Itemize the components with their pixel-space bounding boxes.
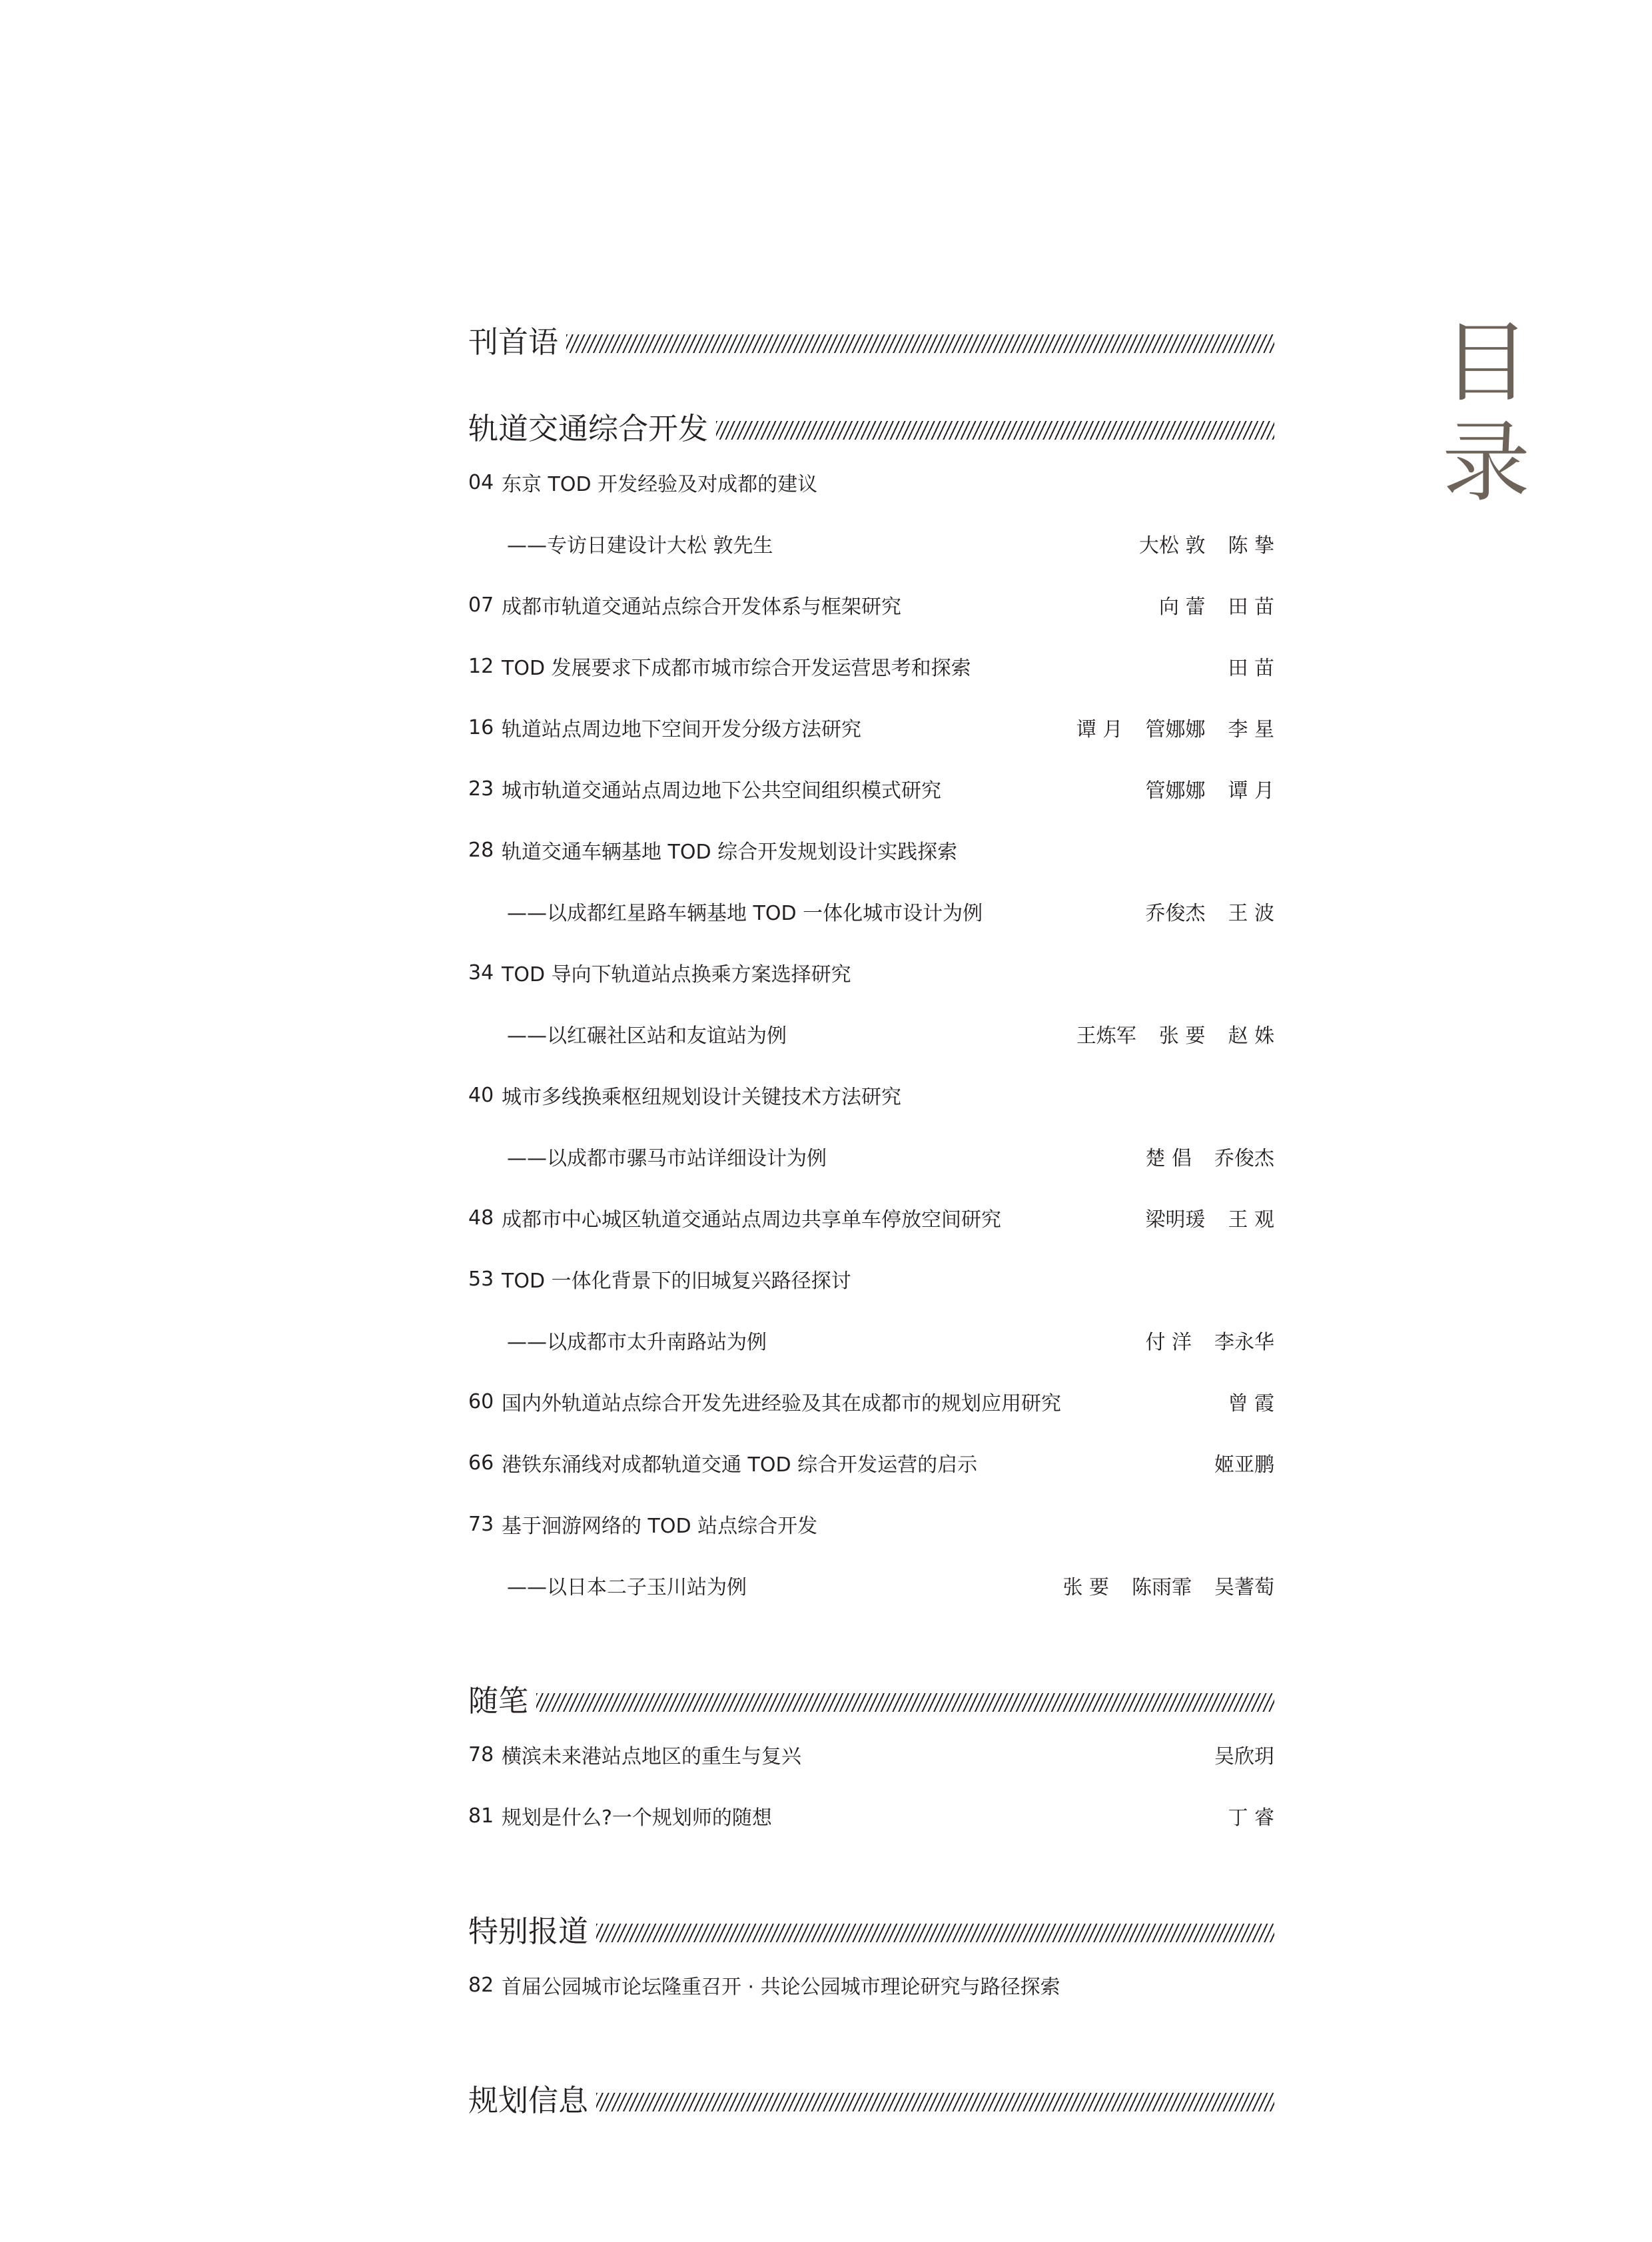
entry-authors: [1145, 1325, 1274, 1355]
toc-entry-subtitle[interactable]: [468, 1126, 1274, 1187]
toc-entry[interactable]: [468, 574, 1274, 635]
table-of-contents: [468, 308, 1274, 2119]
page-number: 40: [468, 1083, 494, 1107]
author-name: 乔俊杰: [1145, 902, 1206, 925]
author-name: 张 要: [1062, 1576, 1109, 1599]
entry-authors: [1145, 1142, 1274, 1171]
toc-title: [1442, 313, 1529, 513]
author-name: 田 苗: [1228, 595, 1274, 619]
page-number: 82: [468, 1973, 494, 1997]
section-title: 随笔: [468, 1683, 529, 1718]
entry-authors: [1076, 713, 1274, 742]
entry-authors: [1076, 1019, 1274, 1048]
section-header: [468, 308, 1274, 361]
entry-title: TOD 导向下轨道站点换乘方案选择研究: [502, 963, 851, 986]
toc-entry[interactable]: [468, 819, 1274, 881]
author-name: 吴蓍萄: [1214, 1576, 1274, 1599]
entry-title: 首届公园城市论坛隆重召开 · 共论公园城市理论研究与路径探索: [502, 1976, 1060, 1999]
author-name: 丁 睿: [1228, 1806, 1274, 1830]
toc-entry-subtitle[interactable]: [468, 881, 1274, 942]
entry-subtitle: ——以日本二子玉川站为例: [507, 1576, 747, 1599]
entry-authors: [1145, 774, 1274, 803]
toc-entry-subtitle[interactable]: [468, 1003, 1274, 1064]
toc-entry[interactable]: [468, 1493, 1274, 1555]
entry-title: 东京 TOD 开发经验及对成都的建议: [502, 473, 818, 496]
entry-subtitle: ——以红碾社区站和友谊站为例: [507, 1024, 787, 1048]
toc-entry[interactable]: [468, 942, 1274, 1003]
entry-authors: [1062, 1571, 1274, 1600]
page-number: 12: [468, 654, 494, 678]
entry-authors: [1145, 897, 1274, 926]
page-number: 23: [468, 777, 494, 801]
toc-entry[interactable]: [468, 1724, 1274, 1785]
section-hatch-divider: [536, 1693, 1274, 1712]
author-name: 吴欣玥: [1214, 1745, 1274, 1768]
entry-title: 轨道站点周边地下空间开发分级方法研究: [502, 718, 861, 741]
author-name: 张 要: [1158, 1024, 1206, 1048]
entry-authors: [1228, 1801, 1274, 1830]
entry-authors: [1228, 1387, 1274, 1416]
toc-entry[interactable]: [468, 1785, 1274, 1846]
entry-title: 城市多线换乘枢纽规划设计关键技术方法研究: [502, 1086, 901, 1109]
section-title: 特别报道: [468, 1914, 589, 1949]
author-name: 姬亚鹏: [1214, 1453, 1274, 1477]
author-name: 曾 霞: [1228, 1392, 1274, 1415]
author-name: 楚 倡: [1145, 1147, 1192, 1170]
author-name: 乔俊杰: [1214, 1147, 1274, 1170]
entry-title: 轨道交通车辆基地 TOD 综合开发规划设计实践探索: [502, 841, 958, 864]
entry-authors: [1159, 590, 1274, 619]
section-header: [468, 394, 1274, 448]
author-name: 王 观: [1228, 1208, 1274, 1232]
author-name: 管娜娜: [1145, 718, 1206, 741]
author-name: 付 洋: [1145, 1331, 1192, 1354]
entry-subtitle: ——以成都市太升南路站为例: [507, 1331, 767, 1354]
entry-title: TOD 发展要求下成都市城市综合开发运营思考和探索: [502, 657, 971, 680]
entry-authors: [1145, 1203, 1274, 1232]
author-name: 梁明瑗: [1145, 1208, 1206, 1232]
entry-title: 成都市中心城区轨道交通站点周边共享单车停放空间研究: [502, 1208, 1001, 1232]
author-name: 王 波: [1228, 902, 1274, 925]
toc-entry[interactable]: [468, 1248, 1274, 1309]
entry-title: 横滨未来港站点地区的重生与复兴: [502, 1745, 801, 1768]
section-title: 轨道交通综合开发: [468, 411, 709, 446]
entry-title: 成都市轨道交通站点综合开发体系与框架研究: [502, 595, 901, 619]
entry-authors: [1214, 1740, 1274, 1769]
toc-entry-subtitle[interactable]: [468, 1555, 1274, 1616]
entry-authors: [1139, 529, 1274, 558]
entry-title: 港铁东涌线对成都轨道交通 TOD 综合开发运营的启示: [502, 1453, 978, 1477]
page-number: 16: [468, 715, 494, 739]
page-number: 73: [468, 1512, 494, 1536]
author-name: 谭 月: [1076, 718, 1123, 741]
entry-title: 基于洄游网络的 TOD 站点综合开发: [502, 1515, 818, 1538]
toc-entry[interactable]: [468, 697, 1274, 758]
toc-title-char: 录: [1442, 412, 1530, 514]
author-name: 李 星: [1228, 718, 1274, 741]
page-number: 07: [468, 593, 494, 617]
entry-title: 规划是什么?一个规划师的随想: [502, 1806, 772, 1830]
page-number: 48: [468, 1206, 494, 1230]
page-number: 60: [468, 1389, 494, 1413]
toc-title-char: 目: [1442, 312, 1530, 414]
section-header: [468, 1897, 1274, 1950]
entry-subtitle: ——专访日建设计大松 敦先生: [507, 534, 773, 558]
toc-entry[interactable]: [468, 452, 1274, 513]
toc-entry-subtitle[interactable]: [468, 513, 1274, 574]
toc-entry[interactable]: [468, 1187, 1274, 1248]
page-number: 53: [468, 1267, 494, 1291]
author-name: 陈雨霏: [1132, 1576, 1192, 1599]
author-name: 李永华: [1214, 1331, 1274, 1354]
author-name: 陈 挚: [1228, 534, 1274, 558]
toc-entry[interactable]: [468, 1432, 1274, 1493]
toc-entry[interactable]: [468, 1064, 1274, 1126]
author-name: 管娜娜: [1145, 779, 1206, 803]
page-number: 66: [468, 1451, 494, 1475]
author-name: 赵 姝: [1228, 1024, 1274, 1048]
author-name: 谭 月: [1228, 779, 1274, 803]
section-hatch-divider: [716, 421, 1274, 440]
section-hatch-divider: [596, 1924, 1274, 1942]
section-hatch-divider: [596, 2093, 1274, 2111]
section-title: 规划信息: [468, 2083, 589, 2118]
entry-authors: [1214, 1448, 1274, 1477]
entry-title: TOD 一体化背景下的旧城复兴路径探讨: [502, 1270, 851, 1293]
entry-title: 国内外轨道站点综合开发先进经验及其在成都市的规划应用研究: [502, 1392, 1061, 1415]
entry-authors: [1228, 651, 1274, 681]
entry-subtitle: ——以成都红星路车辆基地 TOD 一体化城市设计为例: [507, 902, 983, 925]
section-title: 刊首语: [468, 324, 559, 360]
section-hatch-divider: [566, 334, 1274, 353]
author-name: 大松 敦: [1138, 534, 1206, 558]
toc-entry-subtitle[interactable]: [468, 1309, 1274, 1371]
author-name: 向 蕾: [1158, 595, 1206, 619]
page-number: 34: [468, 960, 494, 984]
toc-entry[interactable]: [468, 758, 1274, 819]
page-number: 81: [468, 1804, 494, 1828]
toc-entry[interactable]: [468, 635, 1274, 697]
page-number: 28: [468, 838, 494, 862]
page-number: 04: [468, 470, 494, 494]
section-header: [468, 2066, 1274, 2119]
section-header: [468, 1667, 1274, 1720]
entry-title: 城市轨道交通站点周边地下公共空间组织模式研究: [502, 779, 941, 803]
author-name: 田 苗: [1228, 657, 1274, 680]
toc-entry[interactable]: [468, 1954, 1274, 2016]
author-name: 王炼军: [1076, 1024, 1136, 1048]
toc-entry[interactable]: [468, 1371, 1274, 1432]
page-number: 78: [468, 1742, 494, 1766]
entry-subtitle: ——以成都市骡马市站详细设计为例: [507, 1147, 827, 1170]
